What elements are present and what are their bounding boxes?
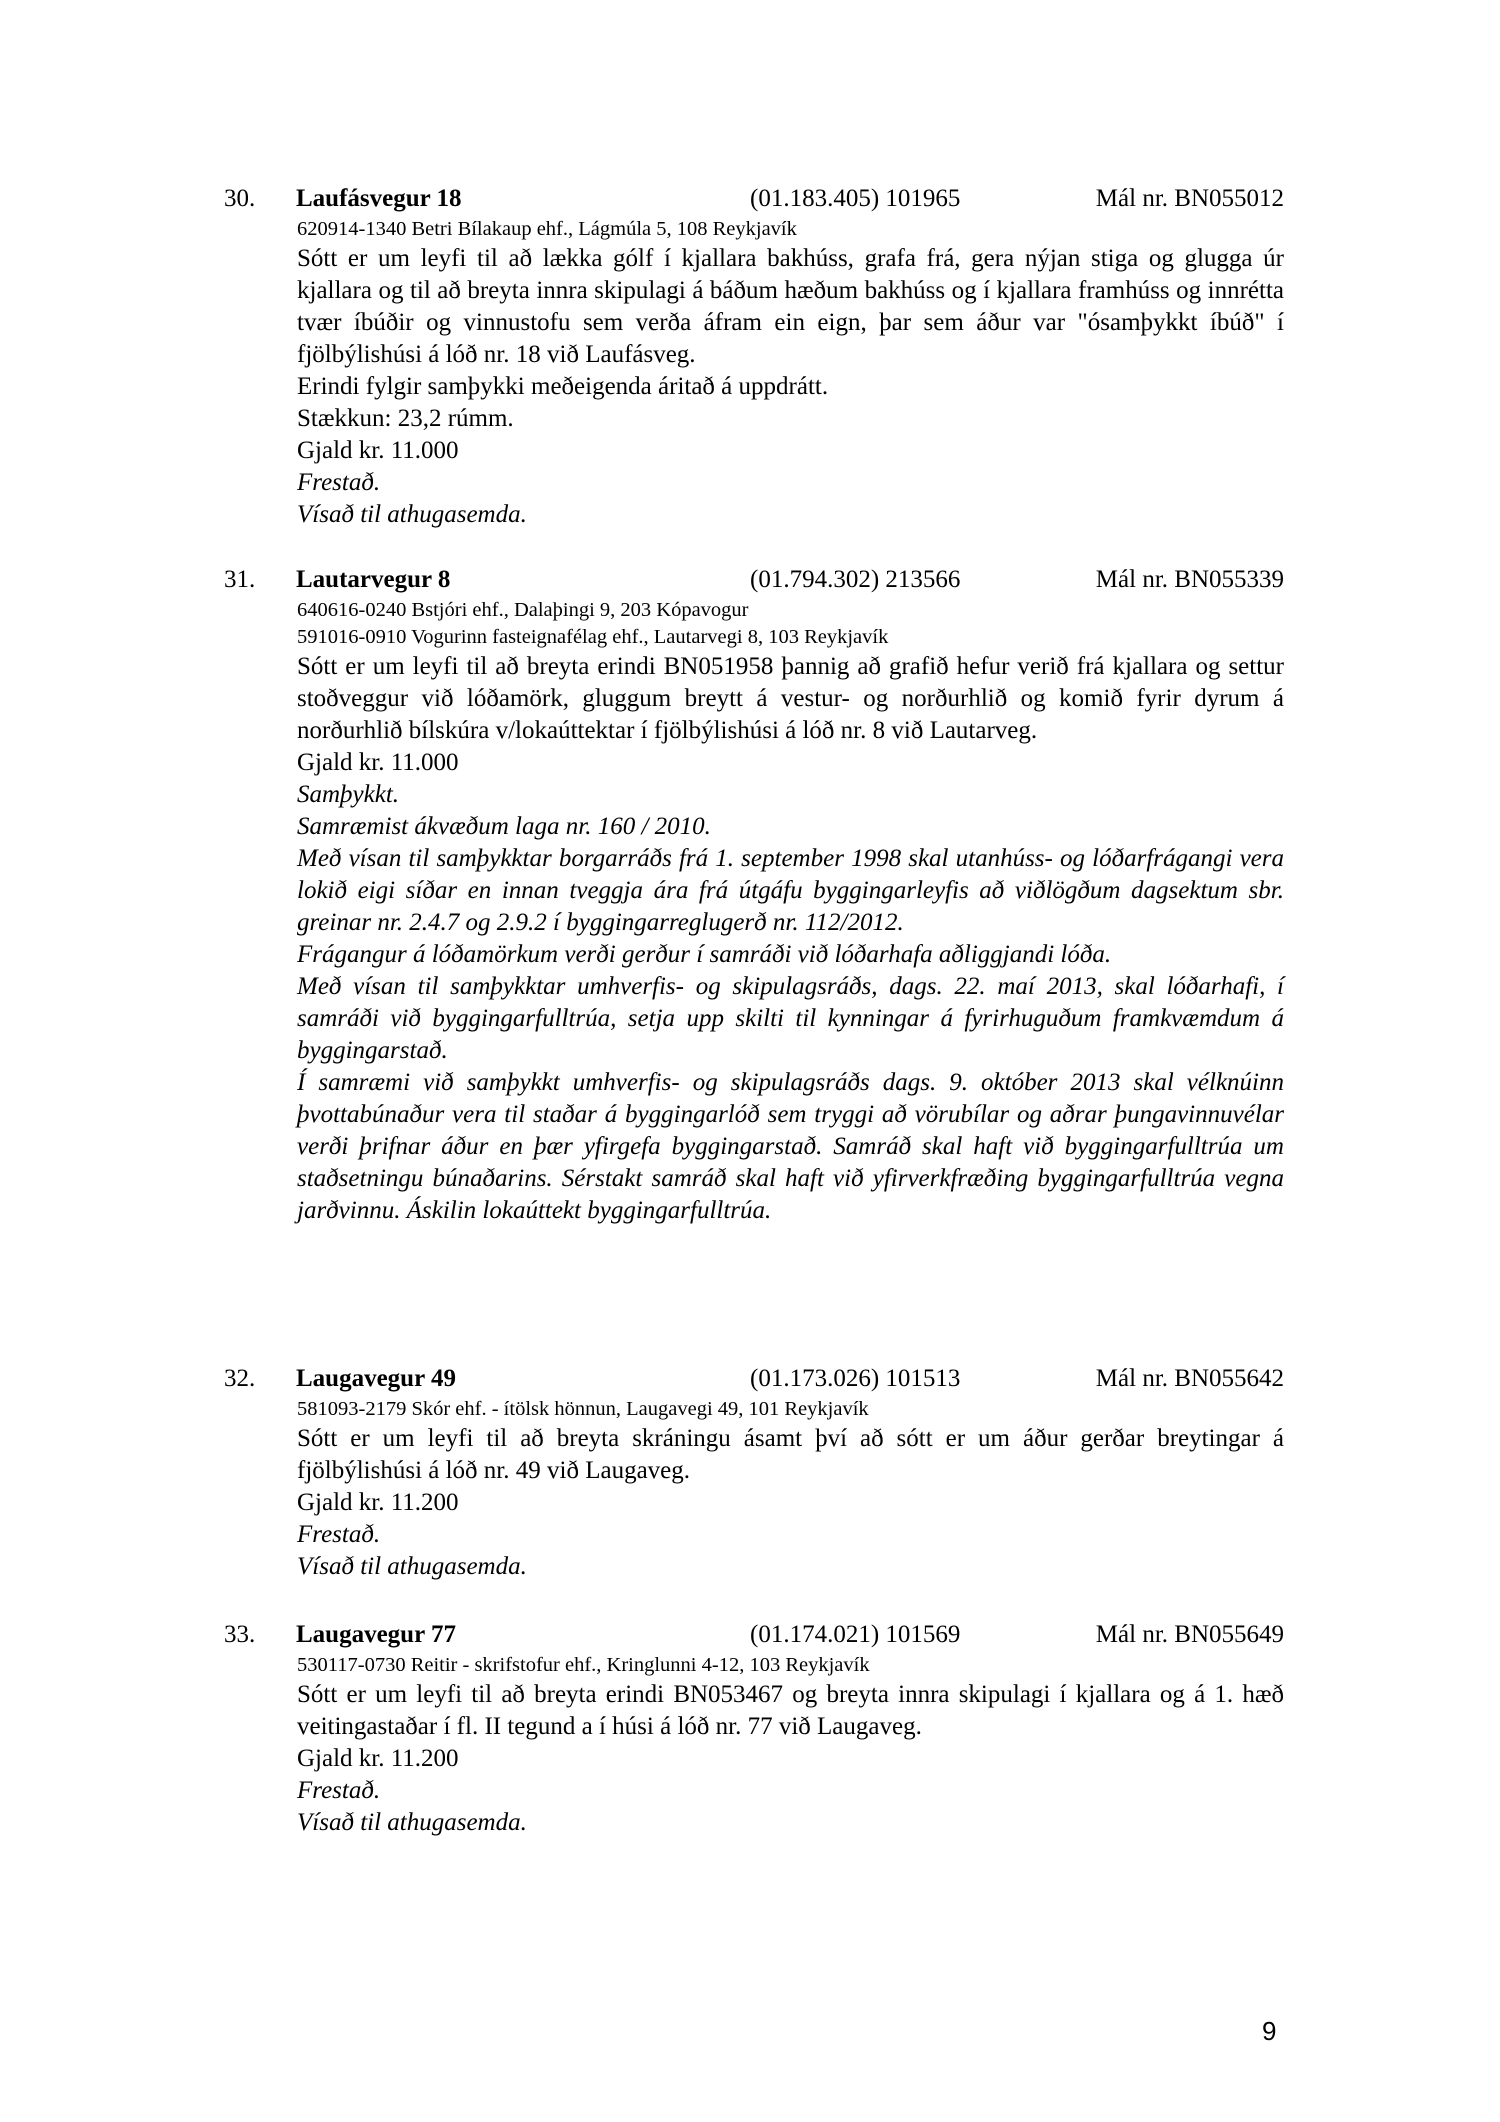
case-id: Mál nr. BN055642 [1095,1365,1284,1392]
case-address: Laugavegur 49 [296,1365,456,1392]
case-description: Sótt er um leyfi til að breyta erindi BN051958 þannig að grafið hefur verið frá kjallara og settur stoðveggur við lóðamörk, gluggum breytt á vestur- og norðurhlið og komið fyrir dyrum á norðurhlið bílskúra v/lokaúttektar í fjölbýlishúsi á lóð nr. 8 við Lautarveg. [297,653,1284,744]
case-header [224,1618,1284,1652]
applicant: 640616-0240 Bstjóri ehf., Dalaþingi 9, 203 Kópavogur [297,599,749,621]
applicant: 591016-0910 Vogurinn fasteignafélag ehf., Lautarvegi 8, 103 Reykjavík [297,626,889,648]
fee-line: Gjald kr. 11.200 [297,1745,459,1772]
decision-status: Frestað. [297,1521,381,1548]
decision-note: Vísað til athugasemda. [297,1809,527,1836]
applicant: 620914-1340 Betri Bílakaup ehf., Lágmúla 5, 108 Reykjavík [297,218,797,240]
decision-note: Vísað til athugasemda. [297,1553,527,1580]
condition-note: Í samræmi við samþykkt umhverfis- og skipulagsráðs dags. 9. október 2013 skal vélknúinn þvottabúnaður vera til staðar á byggingarlóð sem tryggi að vörubílar og aðrar þungavinnuvélar verði þrifnar áður en þær yfirgefa byggingarstað. Samráð skal haft við byggingarfulltrúa um staðsetningu búnaðarins. Sérstakt samráð skal haft við yfirverkfræðing byggingarfulltrúa vegna jarðvinnu. Áskilin lokaúttekt byggingarfulltrúa. [297,1069,1284,1224]
case-body [297,597,1284,1227]
case-description: Sótt er um leyfi til að breyta skráningu ásamt því að sótt er um áður gerðar breytingar á fjölbýlishúsi á lóð nr. 49 við Laugaveg. [297,1425,1284,1484]
decision-status: Samþykkt. [297,781,400,808]
case-id: Mál nr. BN055649 [1095,1621,1284,1648]
case-address: Lautarvegur 8 [296,566,451,593]
case-address: Laufásvegur 18 [296,185,462,212]
page-number: 9 [1262,2016,1277,2046]
case-body [297,1396,1284,1583]
case-description: Sótt er um leyfi til að lækka gólf í kjallara bakhúss, grafa frá, gera nýjan stiga og glugga úr kjallara og til að breyta innra skipulagi á báðum hæðum bakhúss og í kjallara framhúss og innrétta tvær íbúðir og vinnustofu sem verða áfram ein eign, þar sem áður var "ósamþykkt íbúð" í fjölbýlishúsi á lóð nr. 18 við Laufásveg. [297,245,1284,368]
case-entry-32 [224,1362,1284,1583]
case-number: 32. [224,1365,256,1392]
note-line: Erindi fylgir samþykki meðeigenda áritað á uppdrátt. [297,373,829,400]
condition-note: Frágangur á lóðamörkum verði gerður í samráði við lóðarhafa aðliggjandi lóða. [297,941,1112,968]
applicant: 581093-2179 Skór ehf. - ítölsk hönnun, Laugavegi 49, 101 Reykjavík [297,1398,869,1420]
case-description: Sótt er um leyfi til að breyta erindi BN053467 og breyta innra skipulagi í kjallara og á 1. hæð veitingastaðar í fl. II tegund a í húsi á lóð nr. 77 við Laugaveg. [297,1681,1284,1740]
case-address: Laugavegur 77 [296,1621,456,1648]
case-entry-33 [224,1618,1284,1839]
land-number: (01.173.026) 101513 [750,1365,961,1392]
case-number: 30. [224,185,256,212]
decision-note: Vísað til athugasemda. [297,501,527,528]
land-number: (01.174.021) 101569 [750,1621,961,1648]
decision-status: Frestað. [297,1777,381,1804]
decision-note: Samræmist ákvæðum laga nr. 160 / 2010. [297,813,711,840]
case-body [297,1652,1284,1839]
case-id: Mál nr. BN055012 [1095,185,1284,212]
case-header [224,182,1284,216]
enlargement-line: Stækkun: 23,2 rúmm. [297,405,514,432]
case-number: 33. [224,1621,256,1648]
case-entry-30 [224,182,1284,531]
case-entry-31 [224,563,1284,1227]
condition-note: Með vísan til samþykktar umhverfis- og skipulagsráðs, dags. 22. maí 2013, skal lóðarhafi, í samráði við byggingarfulltrúa, setja upp skilti til kynningar á fyrirhuguðum framkvæmdum á byggingarstað. [297,973,1284,1064]
fee-line: Gjald kr. 11.000 [297,749,459,776]
land-number: (01.794.302) 213566 [750,566,961,593]
case-header [224,1362,1284,1396]
applicant: 530117-0730 Reitir - skrifstofur ehf., Kringlunni 4-12, 103 Reykjavík [297,1654,870,1676]
condition-note: Með vísan til samþykktar borgarráðs frá 1. september 1998 skal utanhúss- og lóðarfrágangi vera lokið eigi síðar en innan tveggja ára frá útgáfu byggingarleyfis að viðlögðum dagsektum sbr. greinar nr. 2.4.7 og 2.9.2 í byggingarreglugerð nr. 112/2012. [297,845,1284,936]
case-header [224,563,1284,597]
land-number: (01.183.405) 101965 [750,185,961,212]
case-number: 31. [224,566,256,593]
case-id: Mál nr. BN055339 [1095,566,1284,593]
decision-status: Frestað. [297,469,381,496]
fee-line: Gjald kr. 11.000 [297,437,459,464]
case-body [297,216,1284,531]
fee-line: Gjald kr. 11.200 [297,1489,459,1516]
